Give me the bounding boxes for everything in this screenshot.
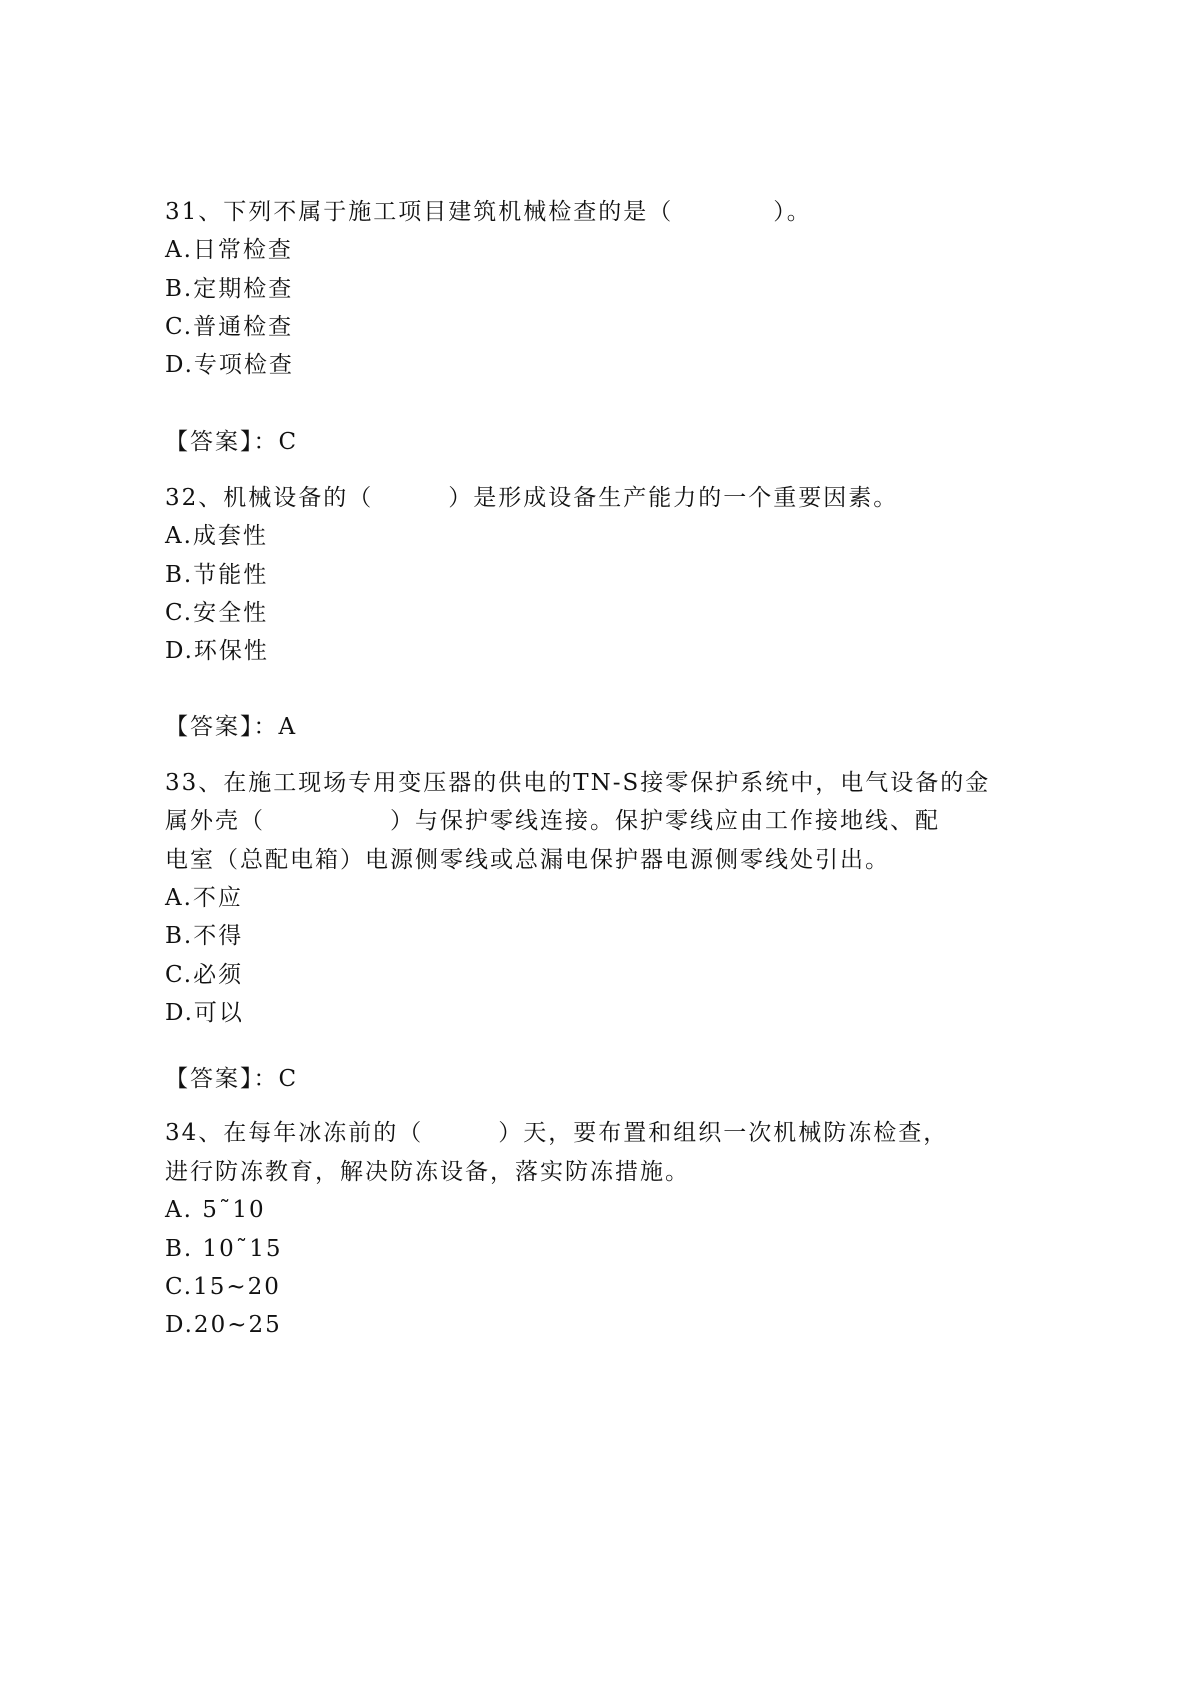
question-33-stem-line-2: 属外壳（ ）与保护零线连接。保护零线应由工作接地线、配	[165, 808, 940, 834]
question-34-option-b: B. 10˜15	[165, 1236, 283, 1262]
question-31-stem: 31、下列不属于施工项目建筑机械检查的是（ ）。	[165, 199, 812, 225]
question-32-option-d: D.环保性	[165, 638, 269, 664]
question-32-option-a: A.成套性	[165, 523, 268, 549]
question-33-stem-line-3: 电室（总配电箱）电源侧零线或总漏电保护器电源侧零线处引出。	[165, 847, 890, 873]
question-31-option-d: D.专项检查	[165, 352, 294, 378]
question-31-option-c: C.普通检查	[165, 314, 294, 340]
question-34-stem-line-2: 进行防冻教育，解决防冻设备，落实防冻措施。	[165, 1159, 690, 1185]
question-31-option-a: A.日常检查	[165, 237, 293, 263]
question-33-option-c: C.必须	[165, 962, 244, 988]
question-33-option-b: B.不得	[165, 923, 244, 949]
question-33-answer: 【答案】：C	[165, 1066, 299, 1092]
question-31-option-b: B.定期检查	[165, 276, 294, 302]
question-34-option-d: D.20~25	[165, 1312, 282, 1338]
question-33-option-a: A.不应	[165, 885, 243, 911]
question-32-option-c: C.安全性	[165, 600, 269, 626]
question-34-option-a: A. 5˜10	[165, 1197, 266, 1223]
question-32-stem: 32、机械设备的（ ）是形成设备生产能力的一个重要因素。	[165, 485, 899, 511]
question-34-option-c: C.15~20	[165, 1274, 281, 1300]
question-31-answer: 【答案】：C	[165, 429, 299, 455]
question-33-option-d: D.可以	[165, 1000, 244, 1026]
question-32-option-b: B.节能性	[165, 562, 269, 588]
question-34-stem-line-1: 34、在每年冰冻前的（ ）天，要布置和组织一次机械防冻检查，	[165, 1120, 949, 1146]
question-33-stem-line-1: 33、在施工现场专用变压器的供电的TN-S接零保护系统中，电气设备的金	[165, 770, 991, 796]
question-32-answer: 【答案】：A	[165, 714, 298, 740]
